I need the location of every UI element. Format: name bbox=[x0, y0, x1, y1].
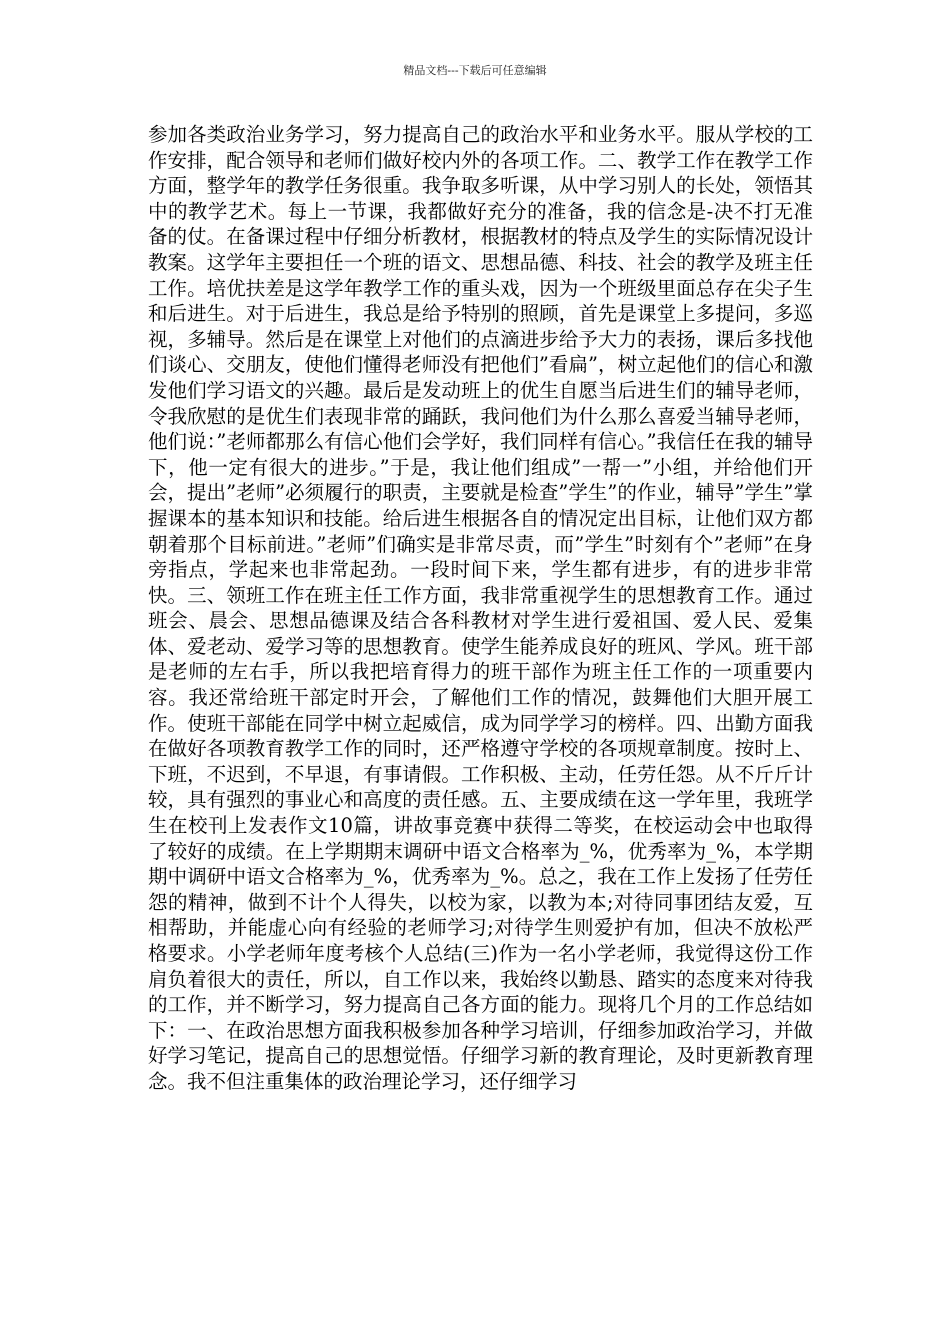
page-header: 精品文档---下载后可任意编辑 bbox=[403, 64, 547, 77]
document-body-text: 参加各类政治业务学习，努力提高自己的政治水平和业务水平。服从学校的工作安排，配合领导和老师们做好校内外的各项工作。二、教学工作在教学工作方面，整学年的教学任务很重。我争取多听课，从中学习别人的长处，领悟其中的教学艺术。每上一节课，我都做好充分的准备，我的信念是-决不打无准备的仗。在备课过程中仔细分析教材，根据教材的特点及学生的实际情况设计教案。这学年主要担任一个班的语文、思想品德、科技、社会的教学及班主任工作。培优扶差是这学年教学工作的重头戏，因为一个班级里面总存在尖子生和后进生。对于后进生，我总是给予特别的照顾，首先是课堂上多提问，多巡视，多辅导。然后是在课堂上对他们的点滴进步给予大力的表扬，课后多找他们谈心、交朋友，使他们懂得老师没有把他们”看扁”，树立起他们的信心和激发他们学习语文的兴趣。最后是发动班上的优生自愿当后进生们的辅导老师，令我欣慰的是优生们表现非常的踊跃，我问他们为什么那么喜爱当辅导老师，他们说：”老师都那么有信心他们会学好，我们同样有信心。”我信任在我的辅导下，他一定有很大的进步。”于是，我让他们组成”一帮一”小组，并给他们开会，提出”老师”必须履行的职责，主要就是检查”学生”的作业，辅导”学生”掌握课本的基本知识和技能。给后进生根据各自的情况定出目标，让他们双方都朝着那个目标前进。”老师”们确实是非常尽责，而”学生”时刻有个”老师”在身旁指点，学起来也非常起劲。一段时间下来，学生都有进步，有的进步非常快。三、领班工作在班主任工作方面，我非常重视学生的思想教育工作。通过班会、晨会、思想品德课及结合各科教材对学生进行爱祖国、爱人民、爱集体、爱老动、爱学习等的思想教育。使学生能养成良好的班风、学风。班干部是老师的左右手，所以我把培育得力的班干部作为班主任工作的一项重要内容。我还常给班干部定时开会，了解他们工作的情况，鼓舞他们大胆开展工作。使班干部能在同学中树立起威信，成为同学学习的榜样。四、出勤方面我在做好各项教育教学工作的同时，还严格遵守学校的各项规章制度。按时上、下班，不迟到，不早退，有事请假。工作积极、主动，任劳任怨。从不斤斤计较，具有强烈的事业心和高度的责任感。五、主要成绩在这一学年里，我班学生在校刊上发表作文10篇，讲故事竞赛中获得二等奖，在校运动会中也取得了较好的成绩。在上学期期末调研中语文合格率为_%，优秀率为_%，本学期期中调研中语文合格率为_%，优秀率为_%。总之，我在工作上发扬了任劳任怨的精神，做到不计个人得失，以校为家，以教为本;对待同事团结友爱，互相帮助，并能虚心向有经验的老师学习;对待学生则爱护有加，但决不放松严格要求。小学老师年度考核个人总结(三)作为一名小学老师，我觉得这份工作肩负着很大的责任，所以，自工作以来，我始终以勤恳、踏实的态度来对待我的工作，并不断学习，努力提高自己各方面的能力。现将几个月的工作总结如下：一、在政治思想方面我积极参加各种学习培训，仔细参加政治学习，并做好学习笔记，提高自己的思想觉悟。仔细学习新的教育理论，及时更新教育理念。我不但注重集体的政治理论学习，还仔细学习 bbox=[148, 123, 813, 1093]
